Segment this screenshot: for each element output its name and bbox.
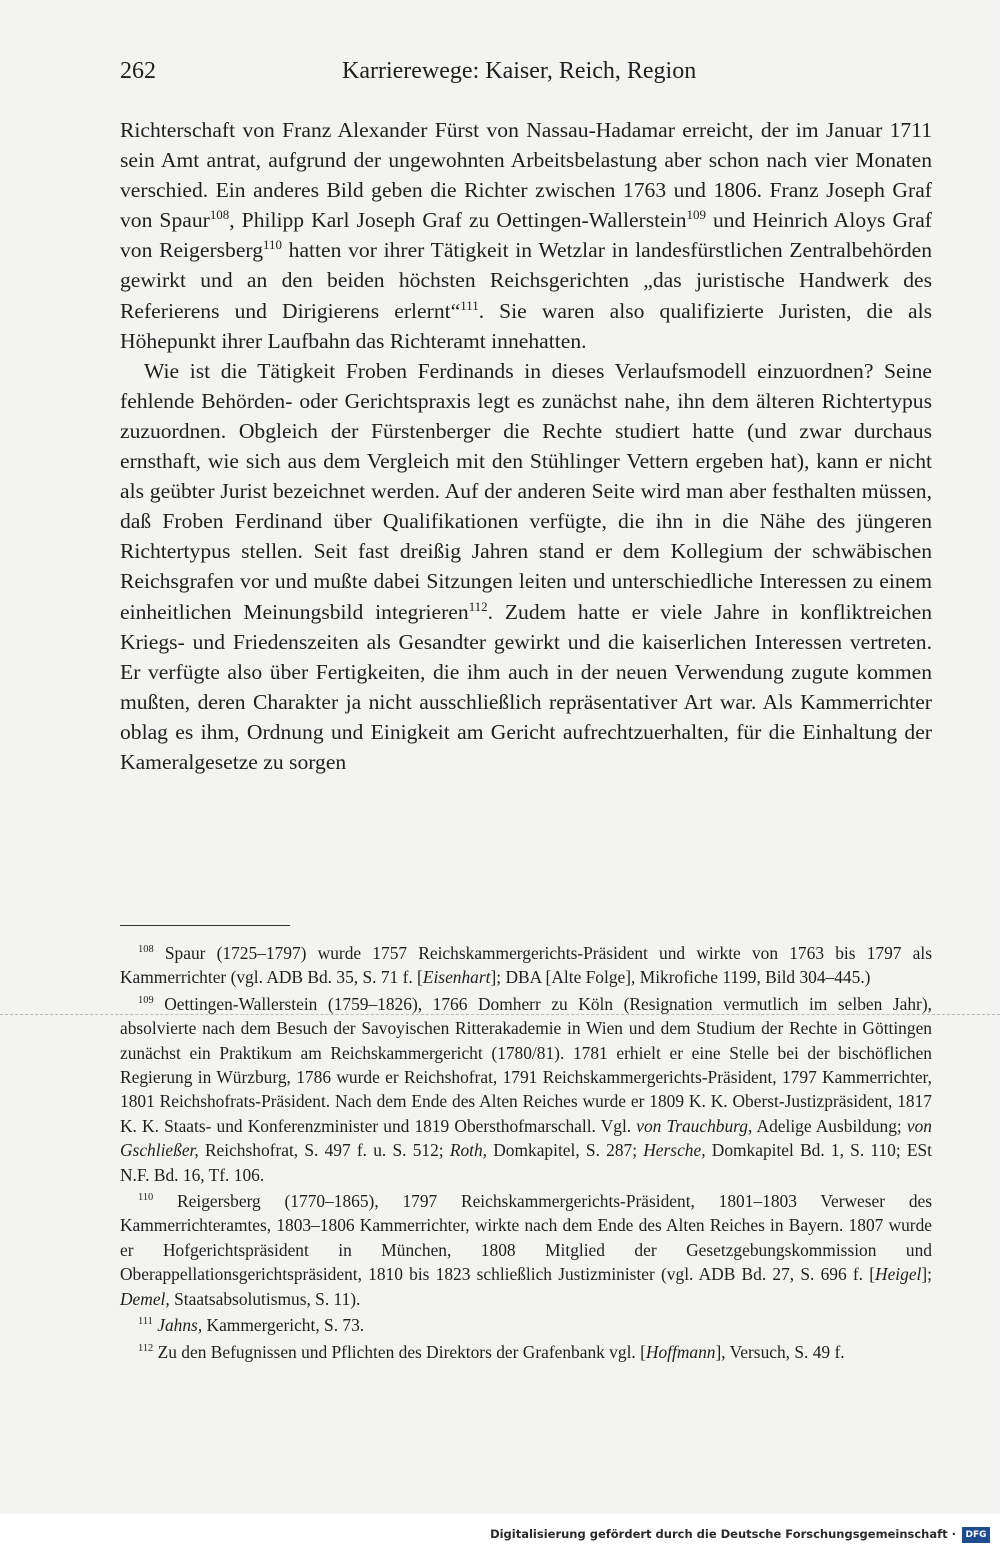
footnote-text: Spaur (1725–1797) wurde 1757 Reichskammergerichts-Präsident und wirkte von 1763 bis 1797 als Kammerrichter (vgl. ADB Bd. 35, S. 71 f. [ — [120, 943, 932, 988]
footnote-text: Domkapitel, S. 287; — [487, 1140, 644, 1161]
footnote-ref[interactable]: 109 — [686, 207, 706, 223]
cited-author: von Trauchburg, — [636, 1115, 753, 1136]
text-segment: . Sie waren also qualifizierte Juristen, die als Höhepunkt ihrer Laufbahn das Richteramt innehatten. — [120, 298, 933, 353]
paragraph-1 — [120, 115, 932, 356]
footnote-text: ], Versuch, S. 49 f. — [715, 1341, 845, 1362]
cited-author: Hersche, — [643, 1140, 706, 1161]
cited-author: Roth, — [449, 1140, 488, 1161]
footnote-separator — [120, 925, 290, 926]
footnote-text: Domkapitel Bd. 1, S. 110; ESt N.F. Bd. 16, Tf. 106. — [120, 1140, 932, 1185]
cited-author: von Gschließer, — [120, 1115, 932, 1161]
footnotes — [120, 941, 932, 1366]
footnote-number: 108 — [138, 944, 154, 956]
running-title: Karrierewege: Kaiser, Reich, Region — [342, 58, 697, 84]
text-segment: Richterschaft von Franz Alexander Fürst von Nassau-Hadamar erreicht, der im Januar 1711 sein Amt antrat, aufgrund der ungewohnten Arbeitsbelastung aber schon nach vier Monaten verschied. Ein anderes Bild geben die Richter zwischen 1763 und 1806. Franz Joseph Graf von Spaur — [120, 118, 932, 233]
text-segment: hatten vor ihrer Tätigkeit in Wetzlar in landesfürstlichen Zentralbehörden gewirkt und an den beiden höchsten Reichsgerichten „das juristische Handwerk des Referierens und Dirigierens erlernt“ — [120, 238, 933, 323]
footnote-ref[interactable]: 111 — [460, 297, 479, 313]
text-segment: . Zudem hatte er viele Jahre in konfliktreichen Kriegs- und Friedenszeiten als Gesandter gewirkt und die kaiserlichen Interessen vertreten. Er verfügte also über Fertigkeiten, die ihm auch in der neuen Verwendung zugute kommen mußten, deren Charakter ja nicht ausschließlich repräsentativer Art war. Als Kammerrichter oblag es ihm, Ordnung und Einigkeit am Gericht aufrechtzuerhalten, für die Einhaltung der Kameralgesetze zu sorgen — [120, 599, 933, 774]
main-text — [120, 115, 932, 777]
paragraph-2 — [120, 356, 932, 777]
page-number: 262 — [120, 58, 156, 84]
footnote-text: Adelige Ausbildung; — [752, 1115, 907, 1136]
footnote-text: Kammergericht, S. 73. — [202, 1315, 365, 1336]
footnote-text: Reichshofrat, S. 497 f. u. S. 512; — [198, 1140, 450, 1161]
text-segment: , Philipp Karl Joseph Graf zu Oettingen-Wallerstein — [229, 208, 687, 233]
footnote-111 — [120, 1313, 932, 1337]
footnote-text: ]; — [921, 1264, 932, 1285]
footnote-109 — [120, 992, 932, 1187]
cited-author: Heigel — [875, 1264, 922, 1285]
footnote-text: Reigersberg (1770–1865), 1797 Reichskammergerichts-Präsident, 1801–1803 Verweser des Kammerrichteramtes, 1803–1806 Kammerrichter, wirkte nach dem Ende des Alten Reiches in Bayern. 1807 wurde er Hofgerichtspräsident in München, 1808 Mitglied der Gesetzgebungskommission und Oberappellationsgerichtspräsident, 1810 bis 1823 schließlich Justizminister (vgl. ADB Bd. 27, S. 696 f. [ — [120, 1191, 932, 1285]
footnote-ref[interactable]: 112 — [468, 598, 488, 614]
credit-bar — [0, 1514, 1000, 1552]
footnote-110 — [120, 1189, 932, 1311]
footnote-number: 112 — [138, 1342, 154, 1354]
cited-author: Eisenhart — [422, 967, 491, 988]
cited-author: Jahns, — [157, 1315, 203, 1336]
footnote-108 — [120, 941, 932, 990]
footnote-ref[interactable]: 110 — [263, 237, 282, 253]
dfg-logo-icon: DFG — [962, 1527, 990, 1543]
footnote-text: Staatsabsolutismus, S. 11). — [169, 1288, 361, 1309]
footnote-number: 110 — [138, 1192, 154, 1204]
footnote-112 — [120, 1340, 932, 1364]
text-segment: und Heinrich Aloys Graf von Reigersberg — [120, 208, 933, 263]
cited-author: Hoffmann — [645, 1341, 716, 1362]
footnote-text: ]; DBA [Alte Folge], Mikrofiche 1199, Bild 304–445.) — [490, 967, 871, 988]
footnote-text: Oettingen-Wallerstein (1759–1826), 1766 Domherr zu Köln (Resignation vermutlich im selben Jahr), absolvierte nach dem Besuch der Savoyischen Ritterakademie in Wien und dem Studium der Rechte in Göttingen zunächst ein Praktikum am Reichskammergericht (1780/81). 1781 erhielt er eine Stelle bei der bischöflichen Regierung in Würzburg, 1786 wurde er Reichshofrat, 1791 Reichskammergerichts-Präsident, 1797 Kammerrichter, 1801 Reichshofrats-Präsident. Nach dem Ende des Alten Reiches wurde er 1809 K. K. Oberst-Justizpräsident, 1817 K. K. Staats- und Konferenzminister und 1819 Obersthofmarschall. Vgl. — [120, 993, 932, 1136]
footnote-number: 111 — [138, 1316, 153, 1328]
footnote-ref[interactable]: 108 — [209, 207, 230, 223]
running-header — [120, 58, 940, 94]
footnote-number: 109 — [138, 995, 154, 1007]
text-segment: Wie ist die Tätigkeit Froben Ferdinands in dieses Verlaufsmodell einzuordnen? Seine fehlende Behörden- oder Gerichtspraxis legt es zunächst nahe, ihn dem älteren Richtertypus zuzuordnen. Obgleich der Fürstenberger die Rechte studiert hatte (und zwar durchaus ernsthaft, wie sich aus dem Vergleich mit den Stühlinger Vettern ergeben hat), kann er nicht als geübter Jurist bezeichnet werden. Auf der anderen Seite wird man aber festhalten müssen, daß Froben Ferdinand über Qualifikationen verfügte, die ihn in die Nähe des jüngeren Richtertypus stellen. Seit fast dreißig Jahren stand er dem Kollegium der schwäbischen Reichsgrafen vor und mußte dabei Sitzungen leiten und unterschiedliche Interessen zu einem einheitlichen Meinungsbild integrieren — [120, 358, 932, 624]
cited-author: Demel, — [120, 1288, 170, 1309]
footnote-text: Zu den Befugnissen und Pflichten des Direktors der Grafenbank vgl. [ — [153, 1341, 646, 1362]
funding-credit: Digitalisierung gefördert durch die Deutsche Forschungsgemeinschaft · — [490, 1527, 956, 1541]
